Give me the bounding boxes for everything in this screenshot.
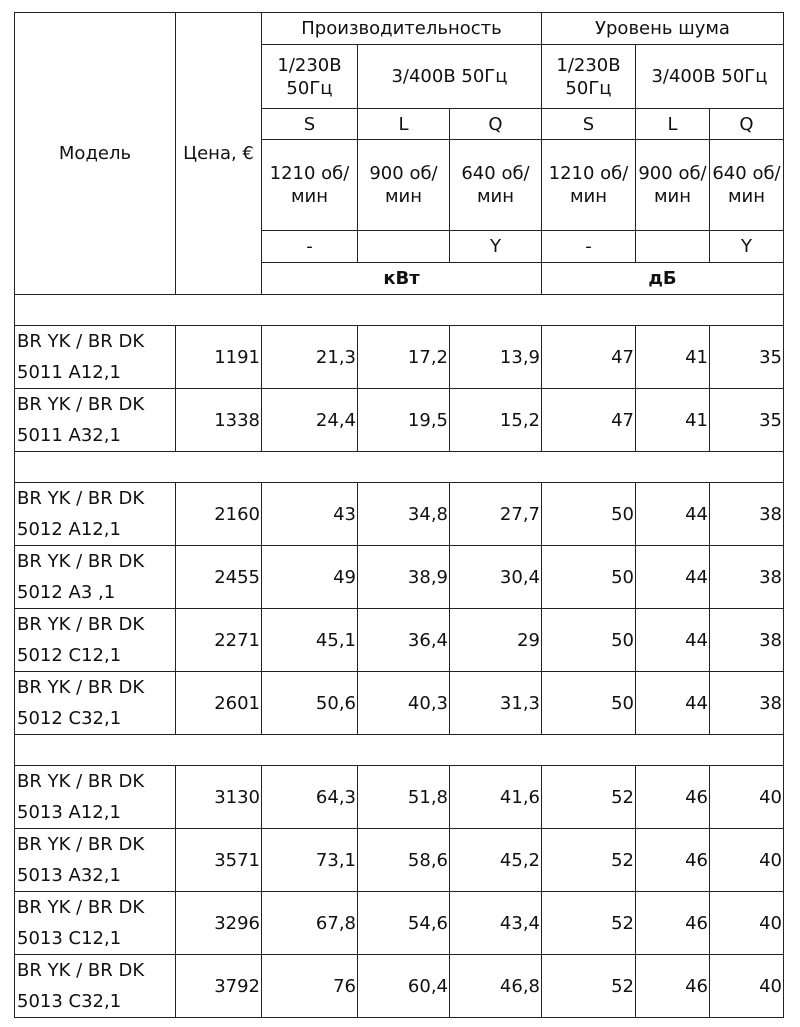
value-cell-pq: 29 <box>450 609 542 672</box>
table-row <box>15 389 784 452</box>
separator-cell <box>15 295 784 326</box>
value-cell-nq: 38 <box>710 672 784 735</box>
value-cell-nl: 44 <box>636 672 710 735</box>
value-cell-pq: 45,2 <box>450 829 542 892</box>
value-cell-ps: 49 <box>262 546 358 609</box>
value-cell-ns: 52 <box>542 955 636 1018</box>
value-cell-pq: 27,7 <box>450 483 542 546</box>
value-cell-ns: 50 <box>542 672 636 735</box>
noise-rpm-s: 1210 об/мин <box>542 140 636 231</box>
value-cell-ps: 73,1 <box>262 829 358 892</box>
value-cell-pl: 19,5 <box>358 389 450 452</box>
value-cell-ns: 52 <box>542 766 636 829</box>
value-cell-nl: 44 <box>636 609 710 672</box>
model-cell: BR YK / BR DK 5012 A3 ,1 <box>15 546 176 609</box>
value-cell-pl: 54,6 <box>358 892 450 955</box>
value-cell-nq: 40 <box>710 829 784 892</box>
price-cell: 3792 <box>176 955 262 1018</box>
value-cell-nq: 40 <box>710 766 784 829</box>
model-cell: BR YK / BR DK 5013 C12,1 <box>15 892 176 955</box>
value-cell-nq: 35 <box>710 389 784 452</box>
header-noise: Уровень шума <box>542 13 784 45</box>
value-cell-nq: 38 <box>710 483 784 546</box>
header-price: Цена, € <box>176 13 262 295</box>
value-cell-ps: 45,1 <box>262 609 358 672</box>
perf-rpm-l: 900 об/мин <box>358 140 450 231</box>
value-cell-nq: 38 <box>710 546 784 609</box>
value-cell-nq: 35 <box>710 326 784 389</box>
value-cell-pq: 31,3 <box>450 672 542 735</box>
table-row <box>15 609 784 672</box>
noise-rpm-l: 900 об/мин <box>636 140 710 231</box>
price-cell: 3296 <box>176 892 262 955</box>
value-cell-nl: 46 <box>636 892 710 955</box>
value-cell-nl: 46 <box>636 829 710 892</box>
group-separator <box>15 735 784 766</box>
value-cell-nl: 41 <box>636 326 710 389</box>
noise-speed-q: Q <box>710 109 784 140</box>
value-cell-pl: 17,2 <box>358 326 450 389</box>
value-cell-pl: 34,8 <box>358 483 450 546</box>
table-row <box>15 546 784 609</box>
perf-conn-s: - <box>262 231 358 263</box>
model-cell: BR YK / BR DK 5013 A12,1 <box>15 766 176 829</box>
perf-speed-s: S <box>262 109 358 140</box>
unit-db: дБ <box>542 263 784 295</box>
value-cell-ps: 64,3 <box>262 766 358 829</box>
perf-rpm-q: 640 об/мин <box>450 140 542 231</box>
noise-phase1: 1/230В 50Гц <box>542 45 636 109</box>
table-row <box>15 766 784 829</box>
group-separator <box>15 452 784 483</box>
value-cell-nl: 44 <box>636 483 710 546</box>
perf-speed-q: Q <box>450 109 542 140</box>
value-cell-pq: 41,6 <box>450 766 542 829</box>
noise-conn-q: Y <box>710 231 784 263</box>
perf-rpm-s: 1210 об/мин <box>262 140 358 231</box>
table-row <box>15 892 784 955</box>
noise-speed-s: S <box>542 109 636 140</box>
model-cell: BR YK / BR DK 5012 A12,1 <box>15 483 176 546</box>
value-cell-nq: 40 <box>710 892 784 955</box>
value-cell-ps: 43 <box>262 483 358 546</box>
table-row <box>15 326 784 389</box>
table-row <box>15 483 784 546</box>
model-cell: BR YK / BR DK 5013 C32,1 <box>15 955 176 1018</box>
table-row <box>15 829 784 892</box>
price-cell: 3130 <box>176 766 262 829</box>
separator-cell <box>15 452 784 483</box>
value-cell-ns: 52 <box>542 892 636 955</box>
value-cell-ps: 76 <box>262 955 358 1018</box>
price-cell: 2160 <box>176 483 262 546</box>
value-cell-nl: 46 <box>636 766 710 829</box>
price-cell: 1191 <box>176 326 262 389</box>
value-cell-ps: 67,8 <box>262 892 358 955</box>
value-cell-ns: 47 <box>542 326 636 389</box>
value-cell-nl: 41 <box>636 389 710 452</box>
model-cell: BR YK / BR DK 5011 A12,1 <box>15 326 176 389</box>
value-cell-ns: 50 <box>542 483 636 546</box>
value-cell-nl: 46 <box>636 955 710 1018</box>
value-cell-pq: 13,9 <box>450 326 542 389</box>
fan-spec-table <box>14 12 784 1018</box>
price-cell: 3571 <box>176 829 262 892</box>
perf-conn-l <box>358 231 450 263</box>
header-performance: Производительность <box>262 13 542 45</box>
value-cell-pq: 30,4 <box>450 546 542 609</box>
value-cell-ps: 50,6 <box>262 672 358 735</box>
separator-cell <box>15 735 784 766</box>
model-cell: BR YK / BR DK 5013 A32,1 <box>15 829 176 892</box>
value-cell-nq: 40 <box>710 955 784 1018</box>
value-cell-pq: 46,8 <box>450 955 542 1018</box>
noise-conn-s: - <box>542 231 636 263</box>
model-cell: BR YK / BR DK 5012 C12,1 <box>15 609 176 672</box>
noise-rpm-q: 640 об/мин <box>710 140 784 231</box>
price-cell: 2455 <box>176 546 262 609</box>
price-cell: 2601 <box>176 672 262 735</box>
value-cell-ps: 24,4 <box>262 389 358 452</box>
unit-kw: кВт <box>262 263 542 295</box>
value-cell-ns: 50 <box>542 546 636 609</box>
perf-conn-q: Y <box>450 231 542 263</box>
value-cell-ps: 21,3 <box>262 326 358 389</box>
price-cell: 1338 <box>176 389 262 452</box>
perf-speed-l: L <box>358 109 450 140</box>
value-cell-nl: 44 <box>636 546 710 609</box>
perf-phase3: 3/400В 50Гц <box>358 45 542 109</box>
price-cell: 2271 <box>176 609 262 672</box>
header-model: Модель <box>15 13 176 295</box>
value-cell-pl: 60,4 <box>358 955 450 1018</box>
value-cell-pl: 51,8 <box>358 766 450 829</box>
table-row <box>15 672 784 735</box>
value-cell-ns: 52 <box>542 829 636 892</box>
perf-phase1: 1/230В 50Гц <box>262 45 358 109</box>
table-row <box>15 955 784 1018</box>
value-cell-pl: 38,9 <box>358 546 450 609</box>
noise-conn-l <box>636 231 710 263</box>
value-cell-nq: 38 <box>710 609 784 672</box>
value-cell-pl: 58,6 <box>358 829 450 892</box>
value-cell-ns: 50 <box>542 609 636 672</box>
model-cell: BR YK / BR DK 5012 C32,1 <box>15 672 176 735</box>
value-cell-ns: 47 <box>542 389 636 452</box>
group-separator <box>15 295 784 326</box>
value-cell-pq: 43,4 <box>450 892 542 955</box>
spec-table-container <box>14 12 783 1018</box>
noise-speed-l: L <box>636 109 710 140</box>
noise-phase3: 3/400В 50Гц <box>636 45 784 109</box>
value-cell-pq: 15,2 <box>450 389 542 452</box>
value-cell-pl: 40,3 <box>358 672 450 735</box>
value-cell-pl: 36,4 <box>358 609 450 672</box>
model-cell: BR YK / BR DK 5011 A32,1 <box>15 389 176 452</box>
